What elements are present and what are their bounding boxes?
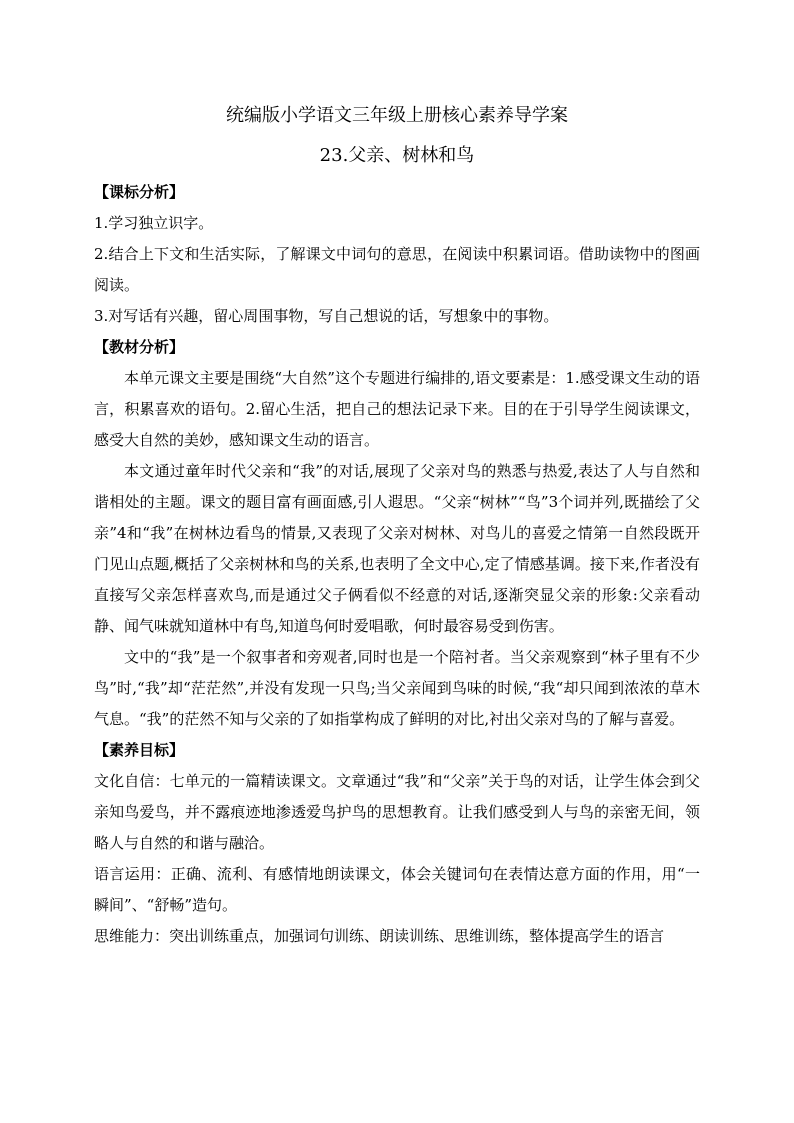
goal-paragraph: 思维能力：突出训练重点，加强词句训练、朗读训练、思维训练，整体提高学生的语言 (94, 927, 665, 945)
textbook-paragraph: 本文通过童年时代父亲和“我”的对话,展现了父亲对鸟的熟悉与热爱,表达了人与自然和谐相处的主题。课文的题目富有画面感,引人遐思。“父亲“树林”“鸟”3个词并列,既描绘了父亲”4和“我”在树林边看鸟的情景,又表现了父亲对树林、对鸟儿的喜爱之情第一自然段既开门见山点题,概括了父亲树林和鸟的关系,也表明了全文中心,定了情感基调。接下来,作者没有直接写父亲怎样喜欢鸟,而是通过父子俩看似不经意的对话,逐渐突显父亲的形象:父亲看动静、闻气味就知道林中有鸟,知道鸟何时爱唱歌，何时最容易受到伤害。 (94, 462, 700, 635)
lesson-title: 23.父亲、树林和鸟 (319, 145, 475, 166)
curriculum-item: 1.学习独立识字。 (94, 214, 214, 232)
document-title: 统编版小学语文三年级上册核心素养导学案 (226, 105, 568, 126)
textbook-paragraph: 本单元课文主要是围绕“大自然”这个专题进行编排的,语文要素是：1.感受课文生动的语言，积累喜欢的语句。2.留心生活，把自己的想法记录下来。目的在于引导学生阅读课文，感受大自然的美妙，感知课文生动的语言。 (94, 369, 700, 449)
goal-paragraph: 语言运用：正确、流利、有感情地朗读课文，体会关键词句在表情达意方面的作用，用“一瞬间”、“舒畅”造句。 (94, 865, 700, 914)
section-heading-textbook: 【教材分析】 (94, 338, 185, 356)
section-heading-curriculum: 【课标分析】 (94, 183, 185, 201)
curriculum-item: 2.结合上下文和生活实际，了解课文中词句的意思，在阅读中积累词语。借助读物中的图画阅读。 (94, 245, 700, 294)
goal-paragraph: 文化自信：七单元的一篇精读课文。文章通过“我”和“父亲”关于鸟的对话，让学生体会到父亲知鸟爱鸟，并不露痕迹地渗透爱鸟护鸟的思想教育。让我们感受到人与鸟的亲密无间，领略人与自然的和谐与融洽。 (94, 772, 700, 852)
curriculum-item: 3.对写话有兴趣，留心周围事物，写自己想说的话，写想象中的事物。 (94, 307, 559, 325)
textbook-paragraph: 文中的“我”是一个叙事者和旁观者,同时也是一个陪衬者。当父亲观察到“林子里有不少鸟”时,“我”却“茫茫然”,并没有发现一只鸟;当父亲闻到鸟味的时候,“我“却只闻到浓浓的草木气息。“我”的茫然不知与父亲的了如指掌构成了鲜明的对比,衬出父亲对鸟的了解与喜爱。 (94, 648, 700, 728)
section-heading-goals: 【素养目标】 (94, 741, 185, 759)
